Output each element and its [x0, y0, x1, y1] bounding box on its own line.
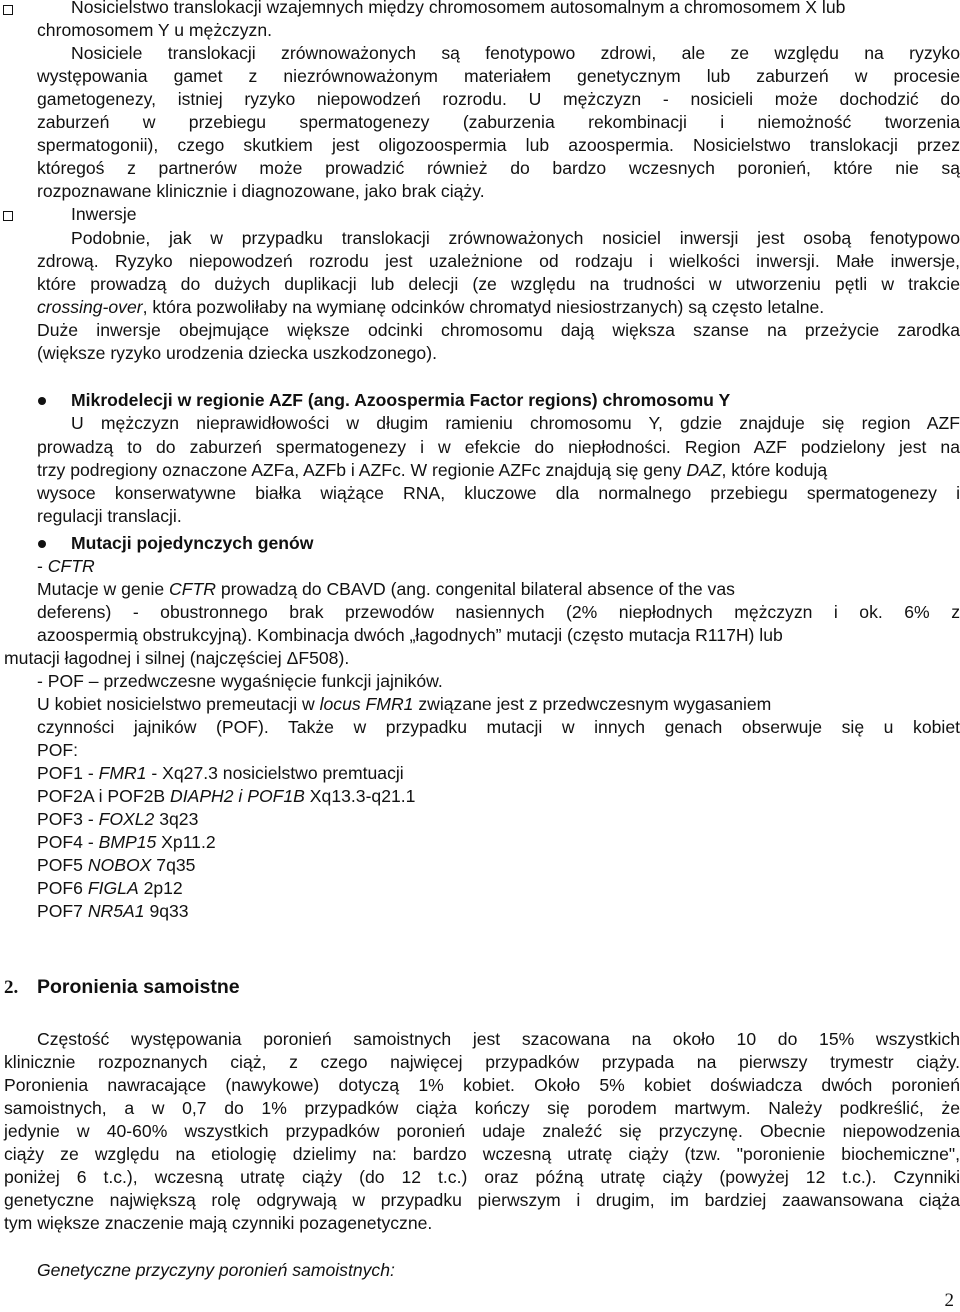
pof-gene: FOXL2	[98, 809, 155, 829]
paragraph-line: genetyczne największą rolę odgrywają w przypadku pierwszym i drugim, im bardziej zaawansowana ciąża	[4, 1190, 960, 1210]
paragraph-text: prowadzą do CBAVD (ang. congenital bilateral absence of the vas	[215, 579, 735, 599]
section-number: 2.	[4, 977, 19, 998]
pof-gene: FMR1	[98, 763, 147, 783]
pof-gene: DIAPH2 i POF1B	[169, 786, 305, 806]
paragraph-line	[37, 578, 960, 601]
pof-code: POF3 -	[37, 809, 99, 829]
paragraph-line: prowadzą to do zaburzeń spermatogenezy i w efekcie do niepłodności. Region AZF podzielony jest na	[37, 437, 960, 457]
paragraph-line: U mężczyzn nieprawidłowości w długim ramieniu chromosomu Y, gdzie znajduje się region AZF	[71, 413, 960, 433]
gene-cftr: CFTR	[169, 579, 216, 599]
subheading-text: Genetyczne przyczyny poronień samoistnych:	[37, 1260, 395, 1280]
dash: -	[37, 556, 48, 576]
paragraph-line: tym większe znaczenie mają czynniki pozagenetyczne.	[4, 1213, 433, 1233]
paragraph-line: (większe ryzyko urodzenia dziecka uszkodzonego).	[37, 343, 437, 363]
paragraph-line: zaburzeń w przebiegu spermatogenezy (zaburzenia rekombinacji i niemożność tworzenia	[37, 112, 960, 132]
pof-list-item	[37, 808, 960, 831]
pof-code: POF6	[37, 878, 88, 898]
pof-list-item	[37, 854, 960, 877]
pof-list-item	[37, 785, 960, 808]
subheading	[37, 1259, 960, 1282]
paragraph-text: związane jest z przedwczesnym wygasaniem	[413, 694, 772, 714]
paragraph-line: Nosiciele translokacji zrównoważonych są fenotypowo zdrowi, ale ze względu na ryzyko	[71, 43, 960, 63]
pof-locus: 2p12	[138, 878, 183, 898]
pof-list-item	[37, 762, 960, 785]
paragraph-line: regulacji translacji.	[37, 506, 182, 526]
bullet-translocation-text-cont: chromosomem Y u mężczyzn.	[37, 20, 272, 40]
paragraph-line: deferens) - obustronnego brak przewodów nasiennych (2% niepłodnych mężczyzn i ok. 6% z	[37, 602, 960, 622]
pof-code: POF7	[37, 901, 88, 921]
paragraph-line	[37, 459, 960, 482]
pof-gene: NR5A1	[87, 901, 145, 921]
pof-locus: Xp11.2	[156, 832, 216, 852]
paragraph-text: , która pozwoliłaby na wymianę odcinków chromatyd niesiostrzanych) są często letalne.	[142, 297, 825, 317]
locus-fmr1: locus FMR1	[319, 694, 414, 714]
paragraph-line	[37, 693, 960, 716]
pof-gene: BMP15	[98, 832, 157, 852]
pof-heading: - POF – przedwczesne wygaśnięcie funkcji jajników.	[37, 671, 443, 691]
checkbox-bullet-icon	[3, 5, 13, 15]
single-gene-title: Mutacji pojedynczych genów	[71, 533, 314, 553]
paragraph-line: występowania gamet z niezrównoważonym materiałem genetycznym lub zaburzeń w procesie	[37, 66, 960, 86]
paragraph-line: które prowadzą do dużych duplikacji lub delecji (ze względu na trudności w utworzeniu pętli w trakcie	[37, 274, 960, 294]
pof-code: POF2A i POF2B	[37, 786, 170, 806]
pof-locus: 9q33	[144, 901, 189, 921]
pof-code: POF4 -	[37, 832, 99, 852]
pof-list-item	[37, 831, 960, 854]
paragraph-line: poniżej 6 t.c.), wczesną utratę ciąży (do 12 t.c.) oraz późną utratę ciąży (powyżej 12 t.c.). Czynniki	[4, 1167, 960, 1187]
paragraph-line: zdrową. Ryzyko niepowodzeń rozrodu jest uzależnione od rodzaju i wielkości inwersji. Małe inwersje,	[37, 251, 960, 271]
inversions-title: Inwersje	[71, 204, 137, 224]
paragraph-line: jedynie w 40-60% wszystkich przypadków poronień udaje znaleźć się przyczynę. Obecnie niepowodzenia	[4, 1121, 960, 1141]
pof-locus: - Xq27.3 nosicielstwo premtuacji	[146, 763, 404, 783]
term-crossing-over: crossing-over	[37, 297, 143, 317]
pof-list-item	[37, 900, 960, 923]
paragraph-line: wysoce konserwatywne białka wiążące RNA, kluczowe dla normalnego przebiegu spermatogenezy i	[37, 483, 960, 503]
paragraph-text: trzy podregiony oznaczone AZFa, AZFb i AZFc. W regionie AZFc znajdują się geny	[37, 460, 687, 480]
bullet-dot-icon	[38, 540, 46, 548]
paragraph-line: mutacji łagodnej i silnej (najczęściej ΔF508).	[4, 648, 350, 668]
paragraph-line: rozpoznawane klinicznie i diagnozowane, jako brak ciąży.	[37, 181, 485, 201]
paragraph-line: samoistnych, a w 0,7 do 1% przypadków ciąża kończy się porodem martwym. Należy podkreślić, że	[4, 1098, 960, 1118]
paragraph-line: ciąży ze względu na etiologię dzielimy na: bardzo wczesną utratę ciąży (tzw. "poronienie biochemiczne",	[4, 1144, 960, 1164]
gene-cftr: CFTR	[47, 556, 95, 576]
paragraph-line: czynności jajników (POF). Także w przypadku mutacji w innych genach obserwuje się u kobiet	[37, 717, 960, 737]
paragraph-line: POF:	[37, 740, 79, 760]
paragraph-line: klinicznie rozpoznanych ciąż, z czego najwięcej przypadków przypada na pierwszy trymestr ciąży.	[4, 1052, 960, 1072]
azf-title: Mikrodelecji w regionie AZF (ang. Azoospermia Factor regions) chromosomu Y	[71, 390, 731, 410]
paragraph-line: azoospermią obstrukcyjną). Kombinacja dwóch „łagodnych” mutacji (często mutacja R117H) lub	[37, 625, 783, 645]
paragraph-line: Duże inwersje obejmujące większe odcinki chromosomu dają większa szanse na przeżycie zarodka	[37, 320, 960, 340]
paragraph-text: , które kodują	[721, 460, 828, 480]
checkbox-bullet-icon	[3, 211, 13, 221]
gene-daz: DAZ	[686, 460, 722, 480]
paragraph-line: spermatogonii), czego skutkiem jest oligozoospermia lub azoospermia. Nosicielstwo translokacji przez	[37, 135, 960, 155]
page-number: 2	[944, 1290, 954, 1311]
pof-locus: Xq13.3-q21.1	[304, 786, 416, 806]
bullet-dot-icon	[38, 397, 46, 405]
pof-locus: 3q23	[154, 809, 199, 829]
paragraph-text: Mutacje w genie	[37, 579, 170, 599]
pof-gene: FIGLA	[87, 878, 139, 898]
bullet-translocation-text: Nosicielstwo translokacji wzajemnych między chromosomem autosomalnym a chromosomem X lub	[71, 0, 846, 17]
paragraph-line: gametogenezy, istniej ryzyko niepowodzeń rozrodu. U mężczyzn - nosicieli może dochodzić do	[37, 89, 960, 109]
pof-code: POF5	[37, 855, 88, 875]
paragraph-line: któregoś z partnerów może prowadzić również do bardzo wczesnych poronień, które nie są	[37, 158, 960, 178]
pof-code: POF1 -	[37, 763, 99, 783]
paragraph-line: Częstość występowania poronień samoistnych jest szacowana na około 10 do 15% wszystkich	[37, 1029, 960, 1049]
paragraph-line	[37, 296, 960, 319]
pof-gene: NOBOX	[87, 855, 152, 875]
paragraph-line: Poronienia nawracające (nawykowe) dotyczą 1% kobiet. Około 5% kobiet doświadcza dwóch poronień	[4, 1075, 960, 1095]
paragraph-line: Podobnie, jak w przypadku translokacji zrównoważonych nosiciel inwersji jest osobą fenotypowo	[71, 228, 960, 248]
pof-locus: 7q35	[151, 855, 196, 875]
cftr-label	[37, 555, 960, 578]
paragraph-text: U kobiet nosicielstwo premeutacji w	[37, 694, 320, 714]
section-title: Poronienia samoistne	[37, 976, 240, 998]
pof-list-item	[37, 877, 960, 900]
